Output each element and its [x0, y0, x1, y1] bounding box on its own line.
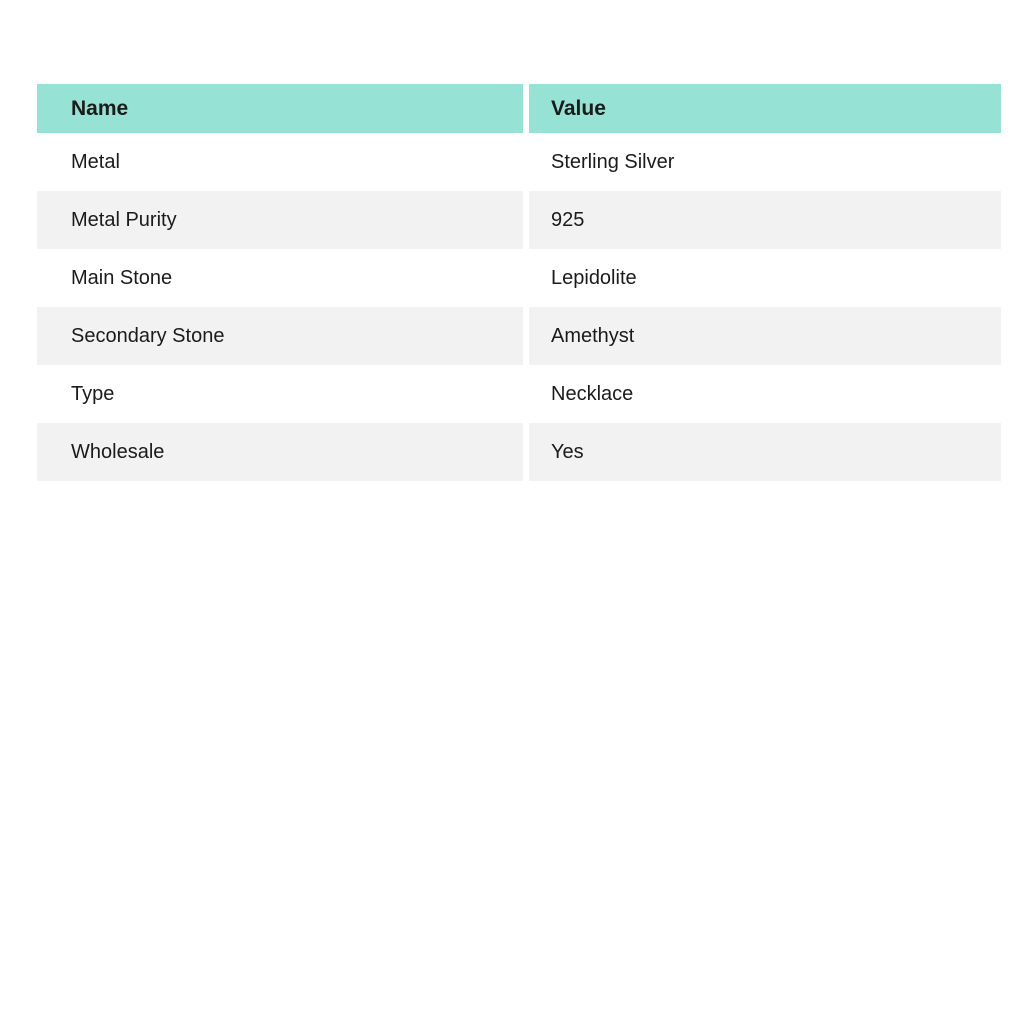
row-value: Yes	[529, 423, 1001, 481]
table-row	[37, 423, 1001, 481]
row-name: Wholesale	[37, 423, 523, 481]
row-name: Type	[71, 383, 115, 405]
table-row	[37, 365, 1001, 423]
header-cell-name: Name	[37, 84, 523, 133]
row-value: Necklace	[551, 383, 634, 405]
row-value: Amethyst	[529, 307, 1001, 365]
table-row	[37, 191, 1001, 249]
header-row	[37, 84, 1001, 133]
row-value: Sterling Silver	[551, 151, 675, 173]
row-value: Lepidolite	[551, 267, 637, 289]
row-name: Metal	[71, 151, 120, 173]
table-row	[37, 249, 1001, 307]
row-name: Main Stone	[71, 267, 173, 289]
attributes-table	[37, 84, 1001, 481]
row-value: 925	[529, 191, 1001, 249]
table-row	[37, 133, 1001, 191]
header-cell-value: Value	[529, 84, 1001, 133]
row-name: Secondary Stone	[37, 307, 523, 365]
table-row	[37, 307, 1001, 365]
row-name: Metal Purity	[37, 191, 523, 249]
